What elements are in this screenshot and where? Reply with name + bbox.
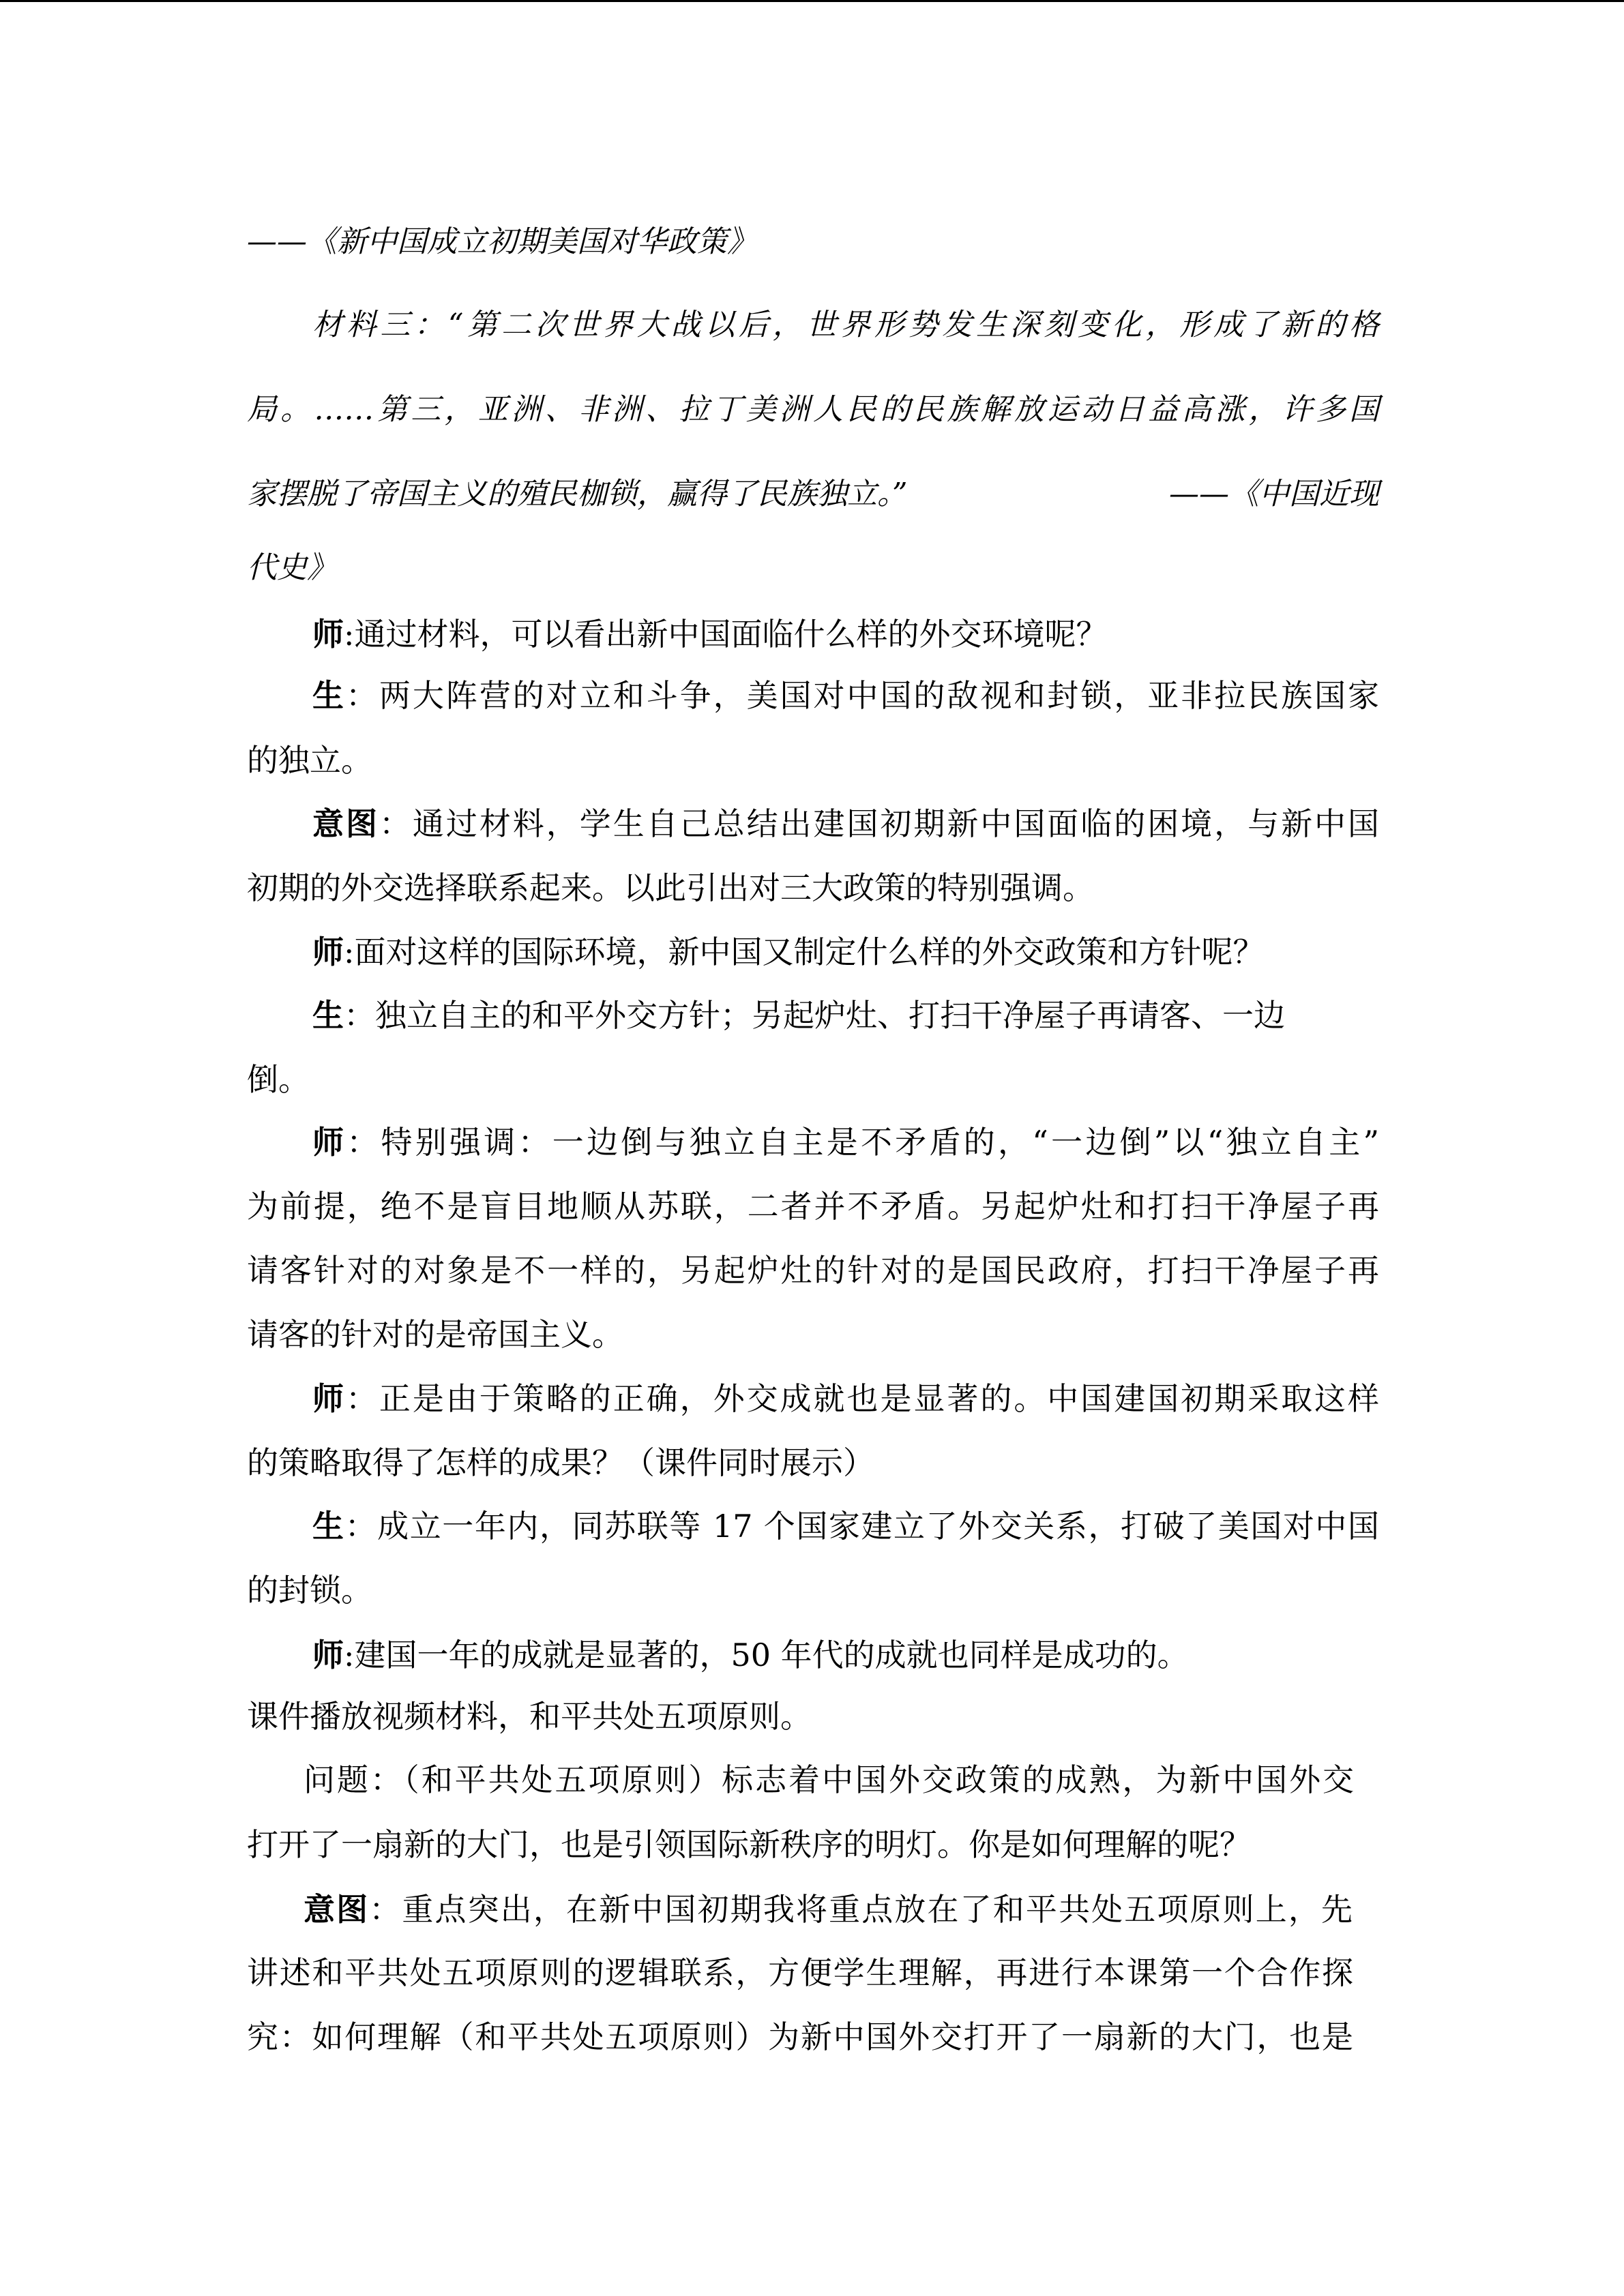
- source-citation-1: ——《新中国成立初期美国对华政策》: [247, 224, 757, 259]
- paragraph-text: ：正是由于策略的正确，外交成就也是显著的。中国建国初期采取这样: [345, 1380, 1380, 1417]
- paragraph-teacher-1: [312, 614, 1379, 655]
- paragraph-student-2-line-1: [312, 995, 1325, 1036]
- paragraph-teacher-5: [312, 1635, 1379, 1675]
- speaker-label: 生: [312, 997, 344, 1034]
- paragraph-text: ：重点突出，在新中国初期我将重点放在了和平共处五项原则上，先: [369, 1891, 1353, 1928]
- paragraph-teacher-3-line-2: 为前提，绝不是盲目地顺从苏联，二者并不矛盾。另起炉灶和打扫干净屋子再: [247, 1188, 1379, 1225]
- paragraph-text: ：特别强调：一边倒与独立自主是不矛盾的，“一边倒”以“独立自主”: [346, 1124, 1379, 1161]
- material3-source: ——《中国近现: [1169, 477, 1379, 511]
- paragraph-teacher-3-line-3: 请客针对的对象是不一样的，另起炉灶的针对的是国民政府，打扫干净屋子再: [247, 1252, 1379, 1289]
- speaker-label: 师: [312, 1637, 344, 1673]
- material3-line-4: 代史》: [247, 550, 337, 585]
- paragraph-intent-2-line-1: [304, 1889, 1353, 1930]
- paragraph-intent-1-line-1: [312, 803, 1379, 844]
- speaker-label: 师: [312, 934, 344, 970]
- speaker-label: 生: [312, 1508, 345, 1545]
- material3-line-2: 局。……第三，亚洲、非洲、拉丁美洲人民的民族解放运动日益高涨，许多国: [247, 392, 1379, 427]
- speaker-label: 师: [312, 616, 344, 653]
- paragraph-teacher-2: [312, 931, 1379, 972]
- paragraph-student-2-line-2: 倒。: [247, 1061, 310, 1098]
- paragraph-text: ：成立一年内，同苏联等 17 个国家建立了外交关系，打破了美国对中国: [344, 1508, 1380, 1545]
- material3-line-3: [247, 474, 1379, 515]
- paragraph-intent-2-line-3: 究：如何理解（和平共处五项原则）为新中国外交打开了一扇新的大门，也是: [247, 2018, 1353, 2055]
- speaker-label: 师: [312, 1380, 346, 1417]
- paragraph-teacher-4-line-2: 的策略取得了怎样的成果？（课件同时展示）: [247, 1444, 874, 1481]
- page-top-border: [0, 0, 1624, 2]
- paragraph-text: ：通过材料，学生自己总结出建国初期新中国面临的困境，与新中国: [379, 805, 1380, 842]
- speaker-label: 生: [312, 677, 346, 714]
- paragraph-student-1-line-2: 的独立。: [247, 742, 372, 779]
- paragraph-student-3-line-2: 的封锁。: [247, 1572, 372, 1609]
- paragraph-courseware: 课件播放视频材料，和平共处五项原则。: [247, 1698, 812, 1735]
- paragraph-teacher-4-line-1: [312, 1378, 1379, 1419]
- paragraph-teacher-3-line-4: 请客的针对的是帝国主义。: [247, 1316, 623, 1353]
- paragraph-intent-1-line-2: 初期的外交选择联系起来。以此引出对三大政策的特别强调。: [247, 869, 1094, 906]
- speaker-label: 意图: [312, 805, 379, 842]
- paragraph-text: ：独立自主的和平外交方针；另起炉灶、打扫干净屋子再请客、一边: [344, 997, 1285, 1034]
- paragraph-student-3-line-1: [312, 1506, 1379, 1547]
- paragraph-question-line-1: 问题：（和平共处五项原则）标志着中国外交政策的成熟，为新中国外交: [304, 1761, 1354, 1798]
- paragraph-question-line-2: 打开了一扇新的大门，也是引领国际新秩序的明灯。你是如何理解的呢？: [247, 1826, 1251, 1863]
- material3-line-3-text: 家摆脱了帝国主义的殖民枷锁，赢得了民族独立。”: [247, 477, 908, 511]
- speaker-label: 师: [312, 1124, 347, 1161]
- paragraph-text: :通过材料，可以看出新中国面临什么样的外交环境呢？: [344, 616, 1108, 653]
- paragraph-student-1-line-1: [312, 675, 1379, 716]
- paragraph-text: :面对这样的国际环境，新中国又制定什么样的外交政策和方针呢？: [344, 934, 1265, 970]
- speaker-label: 意图: [304, 1891, 370, 1928]
- material3-line-1: 材料三：“第二次世界大战以后，世界形势发生深刻变化，形成了新的格: [312, 308, 1379, 342]
- paragraph-text: :建国一年的成就是显著的，50 年代的成就也同样是成功的。: [344, 1637, 1189, 1673]
- paragraph-teacher-3-line-1: [312, 1122, 1379, 1163]
- paragraph-text: ：两大阵营的对立和斗争，美国对中国的敌视和封锁，亚非拉民族国家: [345, 677, 1380, 714]
- paragraph-intent-2-line-2: 讲述和平共处五项原则的逻辑联系，方便学生理解，再进行本课第一个合作探: [247, 1954, 1353, 1991]
